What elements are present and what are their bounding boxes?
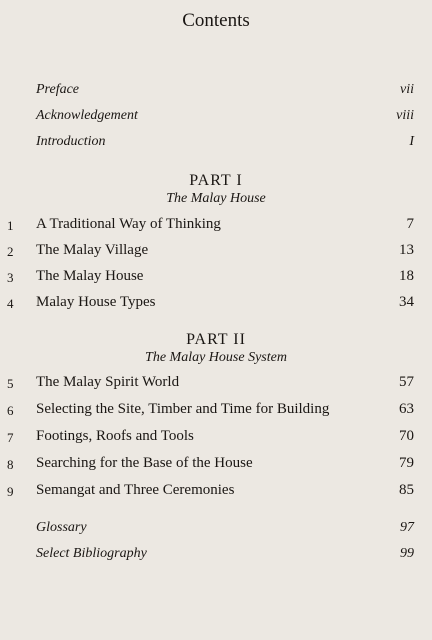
toc-entry-label: Preface [36,82,80,97]
chapter-page: 79 [399,455,414,471]
toc-chapter [0,268,432,288]
chapter-title: Selecting the Site, Timber and Time for Building [36,401,330,417]
chapter-page: 13 [399,242,414,258]
part-subtitle: The Malay House [166,191,266,206]
chapter-number: 3 [7,270,14,285]
chapter-title: Malay House Types [36,294,156,310]
toc-entry-label: Select Bibliography [36,546,147,561]
chapter-page: 7 [406,216,414,232]
chapter-title: The Malay Spirit World [36,374,180,390]
toc-entry-page: viii [396,108,414,123]
toc-entry-glossary [0,520,432,540]
toc-entry-label: Acknowledgement [36,108,138,123]
chapter-page: 57 [399,374,414,390]
chapter-number: 4 [7,296,14,311]
page-title: Contents [182,10,250,31]
toc-entry-page: I [409,134,414,149]
chapter-title: Searching for the Base of the House [36,455,253,471]
chapter-page: 70 [399,428,414,444]
toc-chapter [0,216,432,236]
part-subtitle: The Malay House System [145,350,287,365]
chapter-title: Footings, Roofs and Tools [36,428,194,444]
chapter-title: The Malay Village [36,242,149,258]
chapter-number: 2 [7,244,14,259]
part-heading: PART II [186,331,246,348]
chapter-number: 5 [7,376,14,391]
toc-entry-label: Introduction [36,134,106,149]
chapter-page: 63 [399,401,414,417]
toc-entry-preface [0,82,432,102]
chapter-page: 34 [399,294,414,310]
toc-entry-bibliography [0,546,432,566]
part-heading: PART I [189,172,243,189]
chapter-number: 8 [7,457,14,472]
toc-entry-page: vii [400,82,414,97]
toc-chapter [0,482,432,502]
chapter-number: 7 [7,430,14,445]
toc-entry-page: 97 [400,520,414,535]
toc-chapter [0,294,432,314]
toc-chapter [0,401,432,421]
chapter-number: 9 [7,484,14,499]
chapter-page: 85 [399,482,414,498]
chapter-title: A Traditional Way of Thinking [36,216,221,232]
toc-entry-page: 99 [400,546,414,561]
toc-chapter [0,242,432,262]
toc-entry-label: Glossary [36,520,87,535]
chapter-title: Semangat and Three Ceremonies [36,482,235,498]
chapter-number: 1 [7,218,14,233]
toc-chapter [0,428,432,448]
toc-chapter [0,455,432,475]
toc-entry-introduction [0,134,432,154]
chapter-title: The Malay House [36,268,144,284]
chapter-number: 6 [7,403,14,418]
chapter-page: 18 [399,268,414,284]
toc-entry-acknowledgement [0,108,432,128]
toc-chapter [0,374,432,394]
